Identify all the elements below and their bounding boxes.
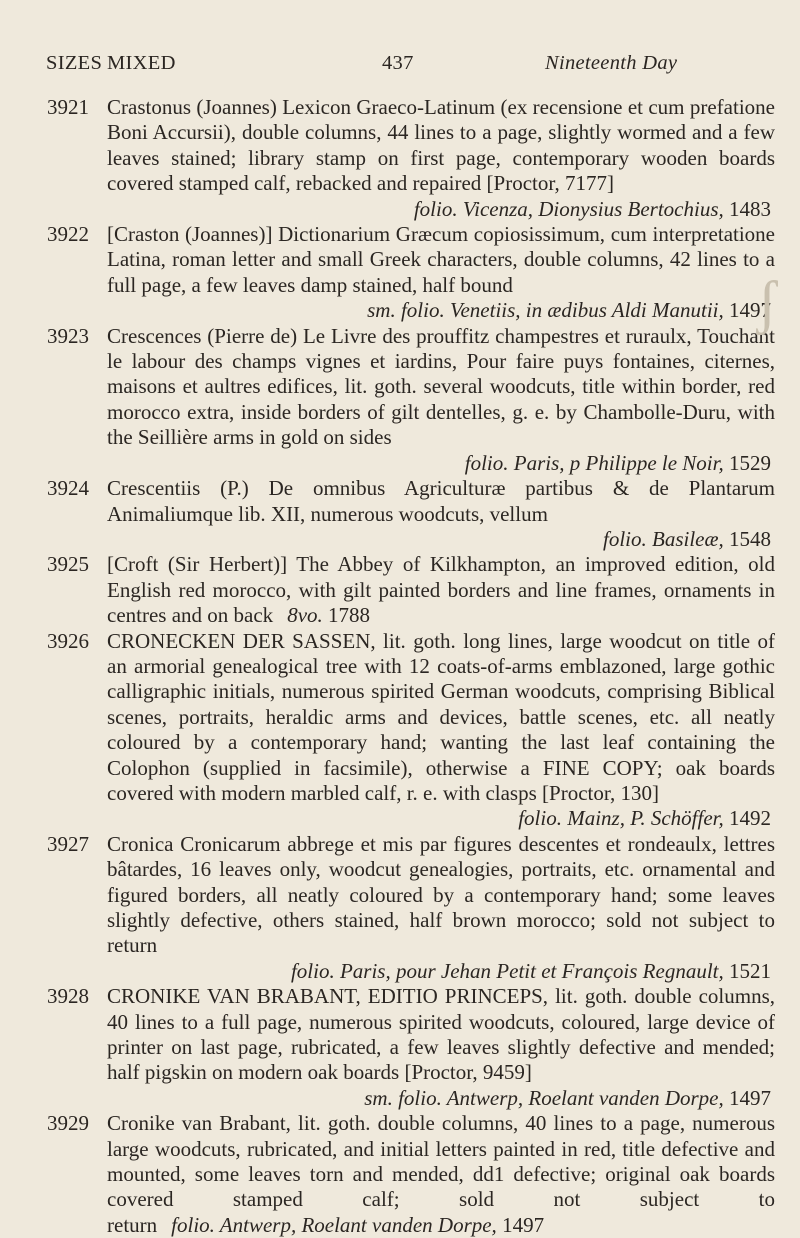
- lot-number: 3921: [47, 95, 89, 119]
- library-stamp-mark: ʃ: [757, 269, 777, 335]
- imprint-format-place: folio. Vicenza, Dionysius Bertochius,: [413, 196, 724, 221]
- header-sizes: SIZES: [46, 52, 103, 74]
- lot-description: [107, 552, 775, 628]
- lot-description: [107, 222, 775, 324]
- lot-description: [107, 629, 775, 832]
- header-mixed: MIXED: [107, 52, 176, 74]
- lot-number: 3924: [47, 476, 89, 501]
- lot-description-text: Cronike van Brabant, lit. goth. double columns, 40 lines to a page, numerous large woodcuts, rubricated, and initial letters painted in red, title defective and mounted, some leaves torn and mended, dd1 defective; original oak boards covered stamped calf; sold not subject to return: [107, 1111, 775, 1237]
- lot-description-text: CRONIKE VAN BRABANT, EDITIO PRINCEPS, lit. goth. double columns, 40 lines to a full page, numerous spirited woodcuts, coloured, large device of printer on last page, rubricated, a few leaves slightly defective and mended; half pigskin on modern oak boards [Proctor, 9459]: [107, 984, 775, 1085]
- lot-entry: [0, 476, 800, 552]
- imprint-year: 1492: [723, 806, 771, 831]
- imprint-year: 1521: [723, 958, 771, 983]
- lot-description: [107, 984, 775, 1111]
- imprint-year: 1548: [723, 526, 771, 551]
- imprint-format-place: folio. Paris, pour Jehan Petit et François Regnault,: [290, 958, 724, 983]
- lot-imprint: [107, 298, 775, 323]
- lot-imprint: [107, 806, 775, 831]
- lot-imprint: [107, 959, 775, 984]
- imprint-year: 1483: [723, 196, 771, 221]
- lot-number: 3926: [47, 628, 89, 653]
- lot-description-text: CRONECKEN DER SASSEN, lit. goth. long lines, large woodcut on title of an armorial genealogical tree with 12 coats-of-arms emblazoned, large gothic calligraphic initials, numerous spirited German woodcuts, comprising Biblical scenes, portraits, heraldic arms and devices, battle scenes, etc. all neatly coloured by a contemporary hand; wanting the last leaf containing the Colophon (supplied in facsimile), otherwise a FINE COPY; oak boards covered with modern marbled calf, r. e. with clasps [Proctor, 130]: [107, 628, 775, 805]
- lot-entry: [0, 324, 800, 476]
- lot-entry: [0, 832, 800, 984]
- lot-number: 3929: [47, 1111, 89, 1136]
- lot-description: [107, 324, 775, 476]
- lot-description: [107, 95, 775, 222]
- lot-entry: [0, 984, 800, 1111]
- lot-imprint: [287, 603, 374, 627]
- lot-description-text: Crastonus (Joannes) Lexicon Graeco-Latinum (ex recensione et cum prefatione Boni Accursii), double columns, 44 lines to a page, slightly wormed and a few leaves stained; library stamp on first page, contemporary wooden boards covered stamped calf, rebacked and repaired [Proctor, 7177]: [107, 95, 775, 196]
- imprint-format-place: sm. folio. Venetiis, in ædibus Aldi Manutii,: [367, 298, 724, 323]
- imprint-format-place: folio. Mainz, P. Schöffer,: [518, 806, 724, 831]
- imprint-format-place: folio. Basileæ,: [603, 526, 724, 551]
- lot-number: 3925: [47, 552, 89, 577]
- page-header: [0, 52, 800, 82]
- imprint-year: 1497: [496, 1212, 545, 1237]
- lot-description: [107, 1111, 775, 1238]
- lot-number: 3927: [47, 831, 89, 856]
- lot-entry: [0, 222, 800, 324]
- lot-entry: [0, 1111, 800, 1238]
- lot-entry: [0, 629, 800, 832]
- lot-entry: [0, 552, 800, 628]
- imprint-year: 1529: [723, 450, 771, 475]
- imprint-format-place: folio. Antwerp, Roelant vanden Dorpe,: [171, 1212, 497, 1237]
- lot-number: 3928: [47, 984, 89, 1009]
- imprint-format-place: 8vo.: [287, 603, 323, 628]
- lot-imprint: [171, 1213, 548, 1237]
- running-title: Nineteenth Day: [545, 52, 678, 74]
- imprint-format-place: sm. folio. Antwerp, Roelant vanden Dorpe,: [364, 1085, 724, 1110]
- lot-description: [107, 832, 775, 984]
- lot-description: [107, 476, 775, 552]
- imprint-format-place: folio. Paris, p Philippe le Noir,: [464, 450, 724, 475]
- lot-imprint: [107, 527, 775, 552]
- lot-description-text: Crescences (Pierre de) Le Livre des prouffitz champestres et ruraulx, Touchant le labour des champs vignes et iardins, Pour faire puys fontaines, citernes, maisons et aultres edifices, lit. goth. several woodcuts, title within border, red morocco extra, inside borders of gilt dentelles, g. e. by Chambolle-Duru, with the Seillière arms in gold on sides: [107, 323, 775, 450]
- lot-description-text: [Craston (Joannes)] Dictionarium Græcum copiosissimum, cum interpretatione Latina, roman letter and small Greek characters, double columns, 42 lines to a full page, a few leaves damp stained, half bound: [107, 222, 775, 297]
- lot-description-text: [Croft (Sir Herbert)] The Abbey of Kilkhampton, an improved edition, old English red morocco, with gilt painted borders and line frames, ornaments in centres and on back: [107, 552, 775, 628]
- lot-number: 3922: [47, 222, 89, 247]
- lot-description-text: Crescentiis (P.) De omnibus Agriculturæ partibus & de Plantarum Animaliumque lib. XII, numerous woodcuts, vellum: [107, 476, 775, 526]
- lot-imprint: [107, 451, 775, 476]
- lot-imprint: [107, 1086, 775, 1111]
- imprint-year: 1788: [322, 603, 371, 628]
- lot-entry: [0, 95, 800, 222]
- imprint-year: 1497: [723, 298, 771, 323]
- lot-list: [0, 95, 800, 1238]
- page-number: 437: [382, 52, 414, 74]
- lot-number: 3923: [47, 323, 89, 348]
- lot-imprint: [107, 197, 775, 222]
- lot-description-text: Cronica Cronicarum abbrege et mis par figures descentes et rondeaulx, lettres bâtardes, 16 leaves only, woodcut genealogies, portraits, etc. ornamental and figured borders, all neatly coloured by a contemporary hand; some leaves slightly defective, others stained, half brown morocco; sold not subject to return: [107, 831, 775, 958]
- imprint-year: 1497: [723, 1085, 771, 1110]
